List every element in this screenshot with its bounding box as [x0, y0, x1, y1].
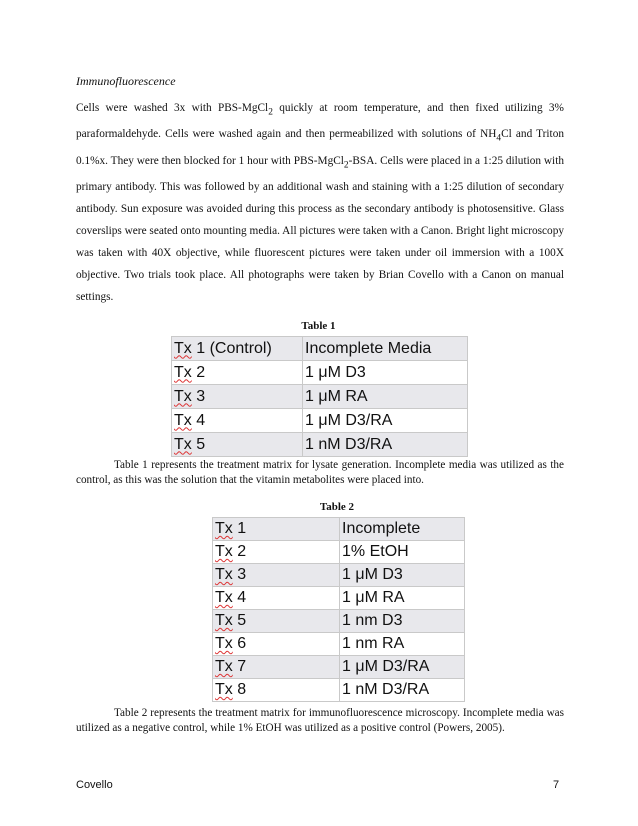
tx-number: 3: [191, 387, 206, 405]
tx-number: 1 (Control): [191, 339, 272, 357]
table-row: [213, 518, 465, 541]
table-cell: 1 nm RA: [340, 633, 465, 656]
table-cell: [172, 361, 303, 385]
table-row: [172, 361, 468, 385]
table-cell: 1 μM D3/RA: [303, 409, 468, 433]
table1: [171, 336, 468, 457]
table-row: [213, 564, 465, 587]
tx-label: Tx: [215, 566, 233, 583]
subscript-3: 2: [343, 159, 349, 170]
table-cell: [213, 610, 340, 633]
table-cell: 1 nM D3/RA: [340, 679, 465, 702]
methods-text-4: -BSA. Cells were placed in a 1:25 dilution with primary antibody. This was followed by an additional wash and staining with a 1:25 dilution of secondary antibody. Sun exposure was avoided during this process as the secondary antibody is photosensitive. Glass coverslips were seated onto mounting media. All pictures were taken with a Canon. Bright light microscopy was taken with 40X objective, while fluorescent pictures were taken under oil immersion with a 100X objective. Two trials took place. All photographs were taken by Brian Covello with a Canon on manual settings.: [76, 154, 564, 303]
table-row: [213, 610, 465, 633]
tx-label: Tx: [215, 612, 233, 629]
tx-label: Tx: [174, 411, 192, 429]
table2-description-paragraph: [76, 706, 564, 736]
tx-label: Tx: [215, 543, 233, 560]
table-row: [213, 633, 465, 656]
tx-number: 5: [191, 435, 206, 453]
tx-number: 8: [232, 681, 247, 698]
table-cell: [172, 433, 303, 457]
table-cell: 1 μM RA: [340, 587, 465, 610]
table-cell: [213, 633, 340, 656]
table-row: [213, 587, 465, 610]
table-cell: [213, 679, 340, 702]
table2-description: Table 2 represents the treatment matrix for immunofluorescence microscopy. Incomplete media was utilized as a negative control, while 1% EtOH was utilized as a positive control (Powers, 2005).: [76, 707, 564, 734]
table-cell: 1 μM D3: [303, 361, 468, 385]
tx-number: 2: [232, 543, 247, 560]
tx-number: 6: [232, 635, 247, 652]
page-number: 7: [553, 779, 560, 791]
table-cell: [213, 541, 340, 564]
methods-paragraph: [76, 97, 564, 308]
table2-caption: Table 2: [319, 501, 355, 513]
tx-label: Tx: [215, 658, 233, 675]
table2: [212, 517, 465, 702]
tx-label: Tx: [215, 520, 233, 537]
tx-number: 5: [232, 612, 247, 629]
table-cell: 1 μM RA: [303, 385, 468, 409]
table1-caption: Table 1: [301, 320, 336, 332]
table-row: [172, 409, 468, 433]
tx-label: Tx: [174, 387, 192, 405]
tx-number: 3: [232, 566, 247, 583]
table-cell: 1 μM D3: [340, 564, 465, 587]
table-cell: 1 nm D3: [340, 610, 465, 633]
tx-number: 2: [191, 363, 206, 381]
table-cell: [172, 337, 303, 361]
tx-label: Tx: [174, 339, 192, 357]
tx-number: 1: [232, 520, 247, 537]
tx-number: 4: [191, 411, 206, 429]
methods-text-1: Cells were washed 3x with PBS-MgCl: [76, 102, 269, 114]
table-cell: [213, 564, 340, 587]
table1-description-paragraph: [76, 458, 564, 488]
table-cell: [213, 656, 340, 679]
subscript-1: 2: [268, 107, 273, 118]
table-cell: [172, 409, 303, 433]
section-title: Immunofluorescence: [76, 74, 176, 88]
footer-author: Covello: [76, 779, 113, 791]
table-cell: Incomplete Media: [303, 337, 468, 361]
table-cell: 1 nM D3/RA: [303, 433, 468, 457]
table-row: [213, 656, 465, 679]
tx-number: 7: [232, 658, 247, 675]
table-row: [172, 385, 468, 409]
table-cell: [213, 518, 340, 541]
table-row: [172, 433, 468, 457]
table-cell: Incomplete: [340, 518, 465, 541]
tx-label: Tx: [174, 435, 192, 453]
tx-label: Tx: [215, 589, 233, 606]
methods-text-2: quickly at room temperature, and then fixed utilizing 3% paraformaldehyde. Cells were washed again and then permeabilized with solutions of NH: [76, 102, 564, 141]
table-cell: [213, 587, 340, 610]
tx-label: Tx: [215, 635, 233, 652]
table-cell: 1% EtOH: [340, 541, 465, 564]
table-row: [172, 337, 468, 361]
table-cell: [172, 385, 303, 409]
methods-text-3: Cl and Triton 0.1%x. They were then blocked for 1 hour with PBS-MgCl: [76, 128, 564, 167]
tx-label: Tx: [215, 681, 233, 698]
subscript-2: 4: [496, 133, 502, 144]
table-row: [213, 679, 465, 702]
table-cell: 1 μM D3/RA: [340, 656, 465, 679]
table-row: [213, 541, 465, 564]
tx-label: Tx: [174, 363, 192, 381]
tx-number: 4: [232, 589, 247, 606]
table1-description: Table 1 represents the treatment matrix for lysate generation. Incomplete media was utilized as the control, as this was the solution that the vitamin metabolites were placed into.: [76, 459, 564, 486]
